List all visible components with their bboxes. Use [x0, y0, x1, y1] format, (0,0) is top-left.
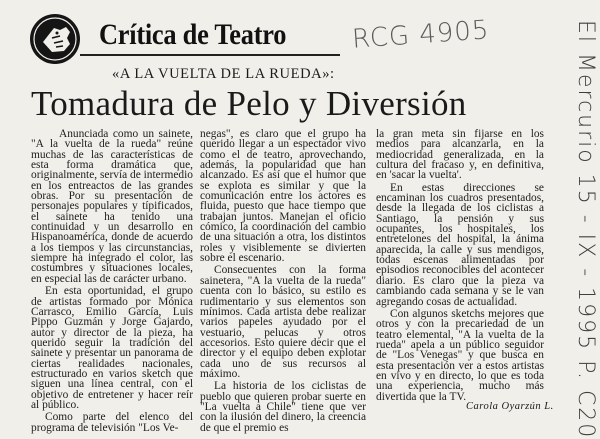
- paragraph: negas", es claro que el grupo ha querido llegar a un espectador vivo como el de teatro, aprovechando, además, la popularidad que han alcanzado. Es así que el humor que se explota es similar y que la comunicación entre los actores es fluida, puesto que hace tiempo que trabajan juntos. Manejan el oficio cómico, la coordinación del cambio de una situación a otra, los distintos roles y visiblemente se divierten sobre el escenario.: [200, 128, 366, 265]
- paragraph: En estas direcciones se encaminan los cuadros presentados, desde la llegada de los ciclistas a Santiago, la pensión y sus ocupantes, los hospitales, los entretelones del hospital, la ánima aparecida, la calle y sus mendigos, todas escenas alimentadas por episodios reconocibles del acontecer diario. Es claro que la pieza va cambiando cada semana y se le van agregando cosas de actualidad.: [376, 181, 544, 308]
- article-kicker: «A LA VUELTA DE LA RUEDA»:: [112, 66, 335, 82]
- paragraph: En esta oportunidad, el grupo de artistas formado por Mónica Carrasco, Emilio García, Luis Pippo Guzmán y Jorge Gajardo, autor y director de la pieza, ha querido seguir la tradición del sainete y presentar un panorama de ciertas realidades nacionales, estructurado en varios sketch que siguen una línea central, con el objetivo de entretener y hacer reír al público.: [31, 285, 193, 411]
- paragraph: Con algunos sketchs mejores que otros y con la precariedad de un teatro elemental, "A la vuelta de la rueda" apela a un público seguidor de "Los Venegas" y que busca en esta presentación ver a estos artistas en vivo y en directo, lo que es toda una experiencia, mucho más divertida que la TV.: [376, 307, 544, 403]
- paragraph: la gran meta sin fijarse en los medios para alcanzarla, en la mediocridad generalizada, en la cultura del fracaso y, en definitiva, en 'sacar la vuelta'.: [376, 128, 544, 182]
- paragraph: Como parte del elenco del programa de televisión "Los Ve-: [31, 411, 193, 434]
- handwritten-side-note: El Mercurio 15 - IX - 1995 P. C20: [573, 20, 598, 439]
- paragraph: Anunciada como un sainete, "A la vuelta de la rueda" reúne muchas de las características de esta forma dramática que, originalmente, servía de intermedio en los entreactos de las grandes obras. Por su presentación de personajes populares y típificados, el sainete ha tenido una continuidad y un desarrollo en Hispanoamérica, donde de acuerdo a los tiempos y las circunstancias, siempre ha integrado el color, las costumbres y situaciones locales, en especial las de carácter urbano.: [31, 128, 193, 285]
- article-byline: Carola Oyarzún L.: [466, 401, 554, 412]
- article-column-2: [200, 129, 366, 433]
- handwritten-code: RCG 4905: [351, 15, 491, 55]
- header-rule: [80, 54, 340, 56]
- paragraph: Consecuentes con la forma sainetera, "A la vuelta de la rueda" cuenta con lo básico, su estilo es rudimentario y sus elementos son mínimos. Cada artista debe realizar varios papeles ayudado por el vestuario, pelucas y otros accesorios. Esto quiere decir que el director y el equipo deben explotar cada uno de sus recursos al máximo.: [200, 264, 366, 380]
- paragraph: La historia de los ciclistas de pueblo que quieren probar suerte en "La vuelta a Chile" tiene que ver con la ilusión del dinero, la creencia de que el premio es: [200, 380, 366, 434]
- article-column-3: [376, 129, 544, 402]
- section-title: Crítica de Teatro: [99, 18, 287, 51]
- article-headline: Tomadura de Pelo y Diversión: [31, 84, 467, 123]
- theater-masks-icon: [30, 14, 80, 64]
- article-column-1: [31, 129, 193, 433]
